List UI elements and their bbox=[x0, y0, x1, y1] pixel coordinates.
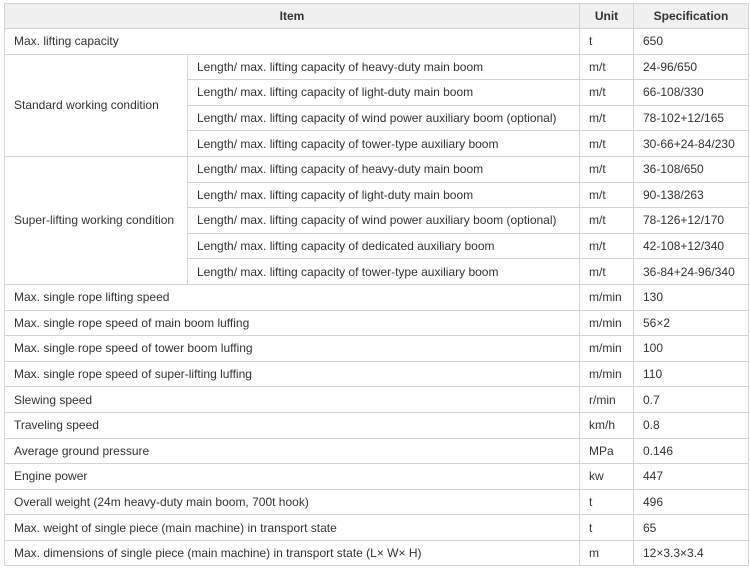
spec-cell: 78-102+12/165 bbox=[634, 105, 749, 131]
item-header: Item bbox=[5, 4, 580, 29]
spec-cell: 90-138/263 bbox=[634, 182, 749, 208]
table-row bbox=[5, 412, 749, 438]
table-row bbox=[5, 464, 749, 490]
table-row bbox=[5, 336, 749, 362]
item-cell: Length/ max. lifting capacity of light-duty main boom bbox=[188, 182, 580, 208]
unit-cell: m/t bbox=[580, 131, 634, 157]
item-cell: Max. single rope speed of super-lifting luffing bbox=[5, 361, 580, 387]
item-cell: Max. lifting capacity bbox=[5, 29, 580, 55]
group-label-super-lifting: Super-lifting working condition bbox=[5, 156, 188, 284]
item-cell: Length/ max. lifting capacity of tower-type auxiliary boom bbox=[188, 259, 580, 285]
unit-cell: m/t bbox=[580, 105, 634, 131]
spec-cell: 78-126+12/170 bbox=[634, 208, 749, 234]
spec-cell: 0.146 bbox=[634, 438, 749, 464]
spec-cell: 12×3.3×3.4 bbox=[634, 540, 749, 566]
unit-cell: t bbox=[580, 29, 634, 55]
table-row bbox=[5, 156, 749, 182]
unit-cell: kw bbox=[580, 464, 634, 490]
item-cell: Length/ max. lifting capacity of tower-type auxiliary boom bbox=[188, 131, 580, 157]
spec-cell: 66-108/330 bbox=[634, 80, 749, 106]
spec-cell: 42-108+12/340 bbox=[634, 233, 749, 259]
unit-cell: m/t bbox=[580, 156, 634, 182]
item-cell: Length/ max. lifting capacity of heavy-duty main boom bbox=[188, 156, 580, 182]
unit-cell: m bbox=[580, 540, 634, 566]
unit-cell: m/min bbox=[580, 336, 634, 362]
item-cell: Length/ max. lifting capacity of wind power auxiliary boom (optional) bbox=[188, 105, 580, 131]
specification-table bbox=[4, 3, 749, 566]
table-row bbox=[5, 540, 749, 566]
unit-cell: m/t bbox=[580, 80, 634, 106]
item-cell: Engine power bbox=[5, 464, 580, 490]
table-row bbox=[5, 284, 749, 310]
table-row bbox=[5, 361, 749, 387]
item-cell: Length/ max. lifting capacity of heavy-duty main boom bbox=[188, 54, 580, 80]
table-row bbox=[5, 515, 749, 541]
unit-cell: m/min bbox=[580, 361, 634, 387]
group-label-standard: Standard working condition bbox=[5, 54, 188, 156]
spec-cell: 110 bbox=[634, 361, 749, 387]
unit-header: Unit bbox=[580, 4, 634, 29]
item-cell: Max. weight of single piece (main machine) in transport state bbox=[5, 515, 580, 541]
item-cell: Traveling speed bbox=[5, 412, 580, 438]
table-row bbox=[5, 29, 749, 55]
unit-cell: m/t bbox=[580, 259, 634, 285]
spec-cell: 130 bbox=[634, 284, 749, 310]
unit-cell: m/t bbox=[580, 233, 634, 259]
table-row bbox=[5, 489, 749, 515]
table-row bbox=[5, 387, 749, 413]
unit-cell: m/min bbox=[580, 310, 634, 336]
item-cell: Average ground pressure bbox=[5, 438, 580, 464]
table-row bbox=[5, 438, 749, 464]
spec-cell: 496 bbox=[634, 489, 749, 515]
unit-cell: m/t bbox=[580, 182, 634, 208]
item-cell: Length/ max. lifting capacity of wind power auxiliary boom (optional) bbox=[188, 208, 580, 234]
unit-cell: m/min bbox=[580, 284, 634, 310]
spec-cell: 650 bbox=[634, 29, 749, 55]
spec-cell: 0.7 bbox=[634, 387, 749, 413]
item-cell: Max. single rope speed of main boom luffing bbox=[5, 310, 580, 336]
spec-cell: 56×2 bbox=[634, 310, 749, 336]
unit-cell: r/min bbox=[580, 387, 634, 413]
item-cell: Overall weight (24m heavy-duty main boom, 700t hook) bbox=[5, 489, 580, 515]
unit-cell: MPa bbox=[580, 438, 634, 464]
spec-cell: 36-108/650 bbox=[634, 156, 749, 182]
unit-cell: m/t bbox=[580, 208, 634, 234]
spec-cell: 65 bbox=[634, 515, 749, 541]
item-cell: Length/ max. lifting capacity of dedicated auxiliary boom bbox=[188, 233, 580, 259]
spec-cell: 36-84+24-96/340 bbox=[634, 259, 749, 285]
unit-cell: km/h bbox=[580, 412, 634, 438]
unit-cell: t bbox=[580, 515, 634, 541]
item-cell: Max. single rope lifting speed bbox=[5, 284, 580, 310]
table-row bbox=[5, 54, 749, 80]
spec-cell: 0.8 bbox=[634, 412, 749, 438]
item-cell: Slewing speed bbox=[5, 387, 580, 413]
item-cell: Max. single rope speed of tower boom luffing bbox=[5, 336, 580, 362]
spec-cell: 447 bbox=[634, 464, 749, 490]
header-row bbox=[5, 4, 749, 29]
spec-header: Specification bbox=[634, 4, 749, 29]
table-row bbox=[5, 310, 749, 336]
item-cell: Length/ max. lifting capacity of light-duty main boom bbox=[188, 80, 580, 106]
unit-cell: t bbox=[580, 489, 634, 515]
spec-cell: 30-66+24-84/230 bbox=[634, 131, 749, 157]
spec-cell: 24-96/650 bbox=[634, 54, 749, 80]
spec-cell: 100 bbox=[634, 336, 749, 362]
unit-cell: m/t bbox=[580, 54, 634, 80]
item-cell: Max. dimensions of single piece (main machine) in transport state (L× W× H) bbox=[5, 540, 580, 566]
